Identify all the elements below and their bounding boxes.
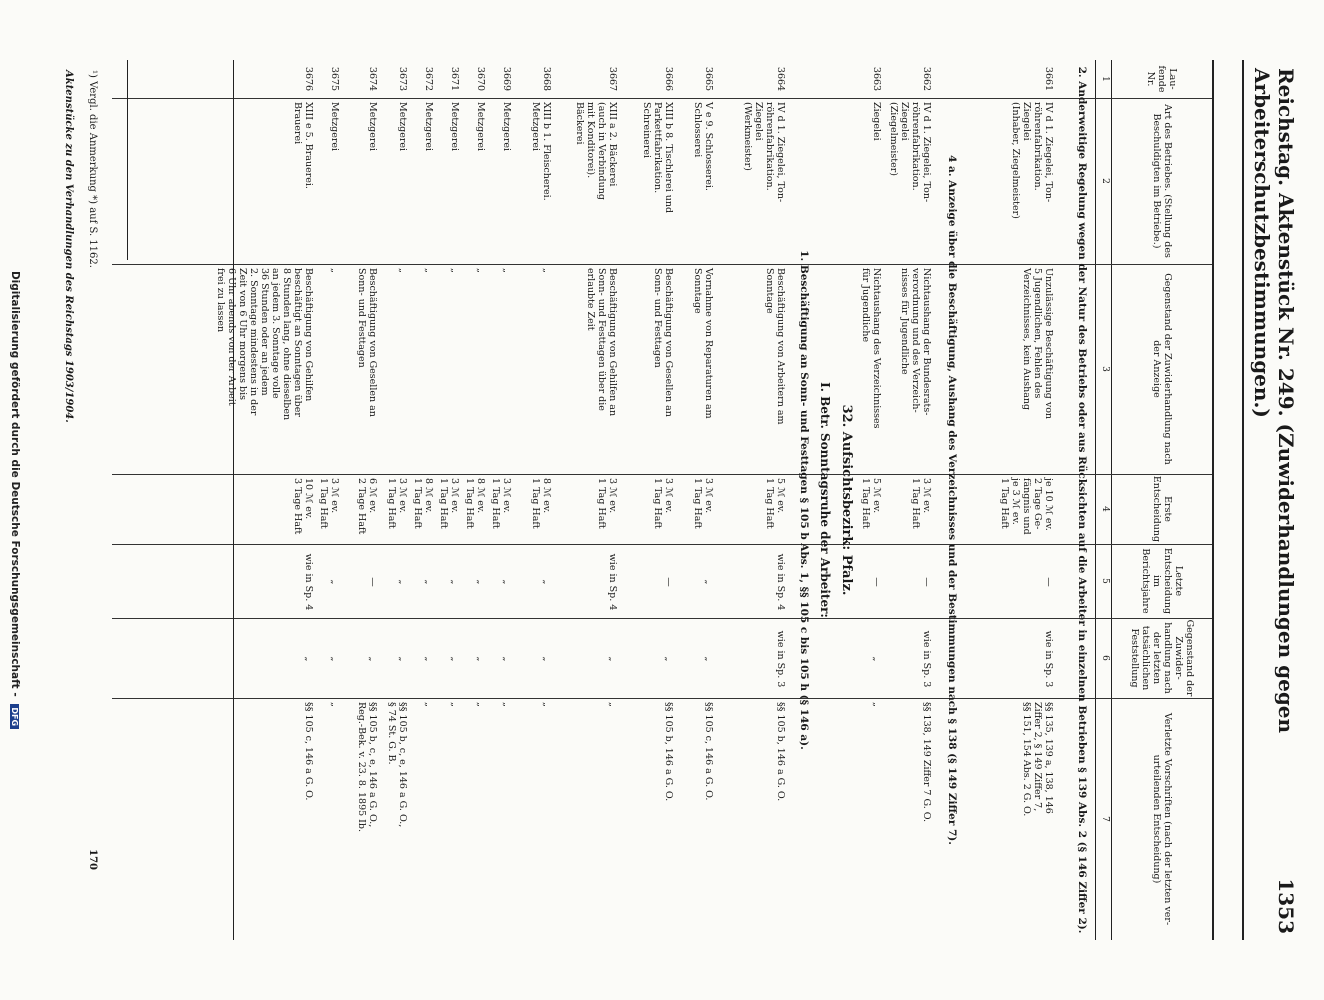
cell-erste: 10 ℳ ev. 3 Tage Haft xyxy=(292,478,314,535)
cell-feststellung: „ xyxy=(871,656,882,662)
cell-gegenstand: „ xyxy=(423,268,434,273)
cell-vorschriften: §§ 105 b, c, e, 146 a G. O., Reg.-Bek. v. 23. 8. 1895 Ib. xyxy=(356,702,378,833)
col-head-letzte: Letzte Entscheidung im Berichtsjahre xyxy=(1140,547,1184,615)
cell-vorschriften: „ xyxy=(449,702,460,707)
cell-letzte: „ xyxy=(541,579,552,585)
cell-vorschriften: „ xyxy=(501,702,512,707)
cell-nr: 3670 xyxy=(475,66,486,92)
cell-gegenstand: Nichtaushang der Bundesrats- verordnung und des Verzeich- nisses für Jugendliche xyxy=(899,268,932,416)
cell-vorschriften: „ xyxy=(423,702,434,707)
col-line xyxy=(112,618,1212,619)
cell-gegenstand: „ xyxy=(329,268,340,273)
cell-vorschriften: §§ 105 b, 146 a G. O. xyxy=(775,702,786,802)
cell-vorschriften: „ xyxy=(475,702,486,707)
col-head-erste: Erste Entscheidung xyxy=(1151,475,1173,543)
cell-vorschriften: „ xyxy=(871,702,882,707)
col-line xyxy=(112,474,1212,475)
col-num-7: 7 xyxy=(1100,816,1110,822)
col-line xyxy=(112,98,1212,99)
cell-vorschriften: §§ 105 c, 146 a G. O. xyxy=(703,702,714,801)
cell-gegenstand: Beschäftigung von Gehilfen an Sonn- und Festtagen über die erlaubte Zeit xyxy=(585,268,618,417)
cell-nr: 3676 xyxy=(303,66,314,92)
footer-title: Aktenstücke zu den Verhandlungen des Reichstags 1903/1904. xyxy=(63,70,74,423)
cell-letzte: wie in Sp. 4 xyxy=(303,553,314,611)
cell-art: Metzgerei xyxy=(475,102,486,152)
cell-letzte: — xyxy=(871,577,882,587)
cell-vorschriften: „ xyxy=(329,702,340,707)
cell-nr: 3671 xyxy=(449,66,460,92)
cell-letzte: — xyxy=(921,577,932,587)
cell-erste: 5 ℳ ev. 1 Tag Haft xyxy=(860,478,882,529)
cell-art: IV d 1. Ziegelei, Ton- röhrenfabrikation. Ziegelei (Werkmeister) xyxy=(742,102,786,203)
cell-gegenstand: „ xyxy=(397,268,408,273)
cell-erste: 3 ℳ ev. 1 Tag Haft xyxy=(596,478,618,529)
cell-letzte: „ xyxy=(423,579,434,585)
cell-feststellung: „ xyxy=(475,656,486,662)
cell-gegenstand: Vornahme von Reparaturen am Sonntage xyxy=(692,268,714,419)
cell-feststellung: „ xyxy=(607,656,618,662)
cell-feststellung: „ xyxy=(449,656,460,662)
col-head-art: Art des Betriebes. (Stellung des Beschuldigten im Betriebe.) xyxy=(1151,104,1173,258)
cell-gegenstand: Nichtaushang des Verzeichnisses für Jugendliche xyxy=(860,268,882,429)
cell-nr: 3675 xyxy=(329,66,340,92)
cell-gegenstand: „ xyxy=(501,268,512,273)
cell-gegenstand: Beschäftigung von Gehilfen beschäftigt an Sonntagen über 8 Stunden lang, ohne dieselben an jedem 3. Sonntage volle 36 Stunden oder an jedem 2. Sonntage mindestens in der Zeit von 6 Uhr morgens bis 6 Uhr abends von der Arbeit frei zu lassen xyxy=(215,268,314,421)
cell-art: Metzgerei xyxy=(397,102,408,152)
cell-erste: 6 ℳ ev. 2 Tage Haft xyxy=(356,478,378,535)
cell-nr: 3673 xyxy=(397,66,408,92)
cell-vorschriften: „ xyxy=(541,702,552,707)
cell-gegenstand: „ xyxy=(449,268,460,273)
cell-letzte: wie in Sp. 4 xyxy=(607,553,618,611)
header-title: Reichstag. Aktenstück Nr. 249. (Zuwiderhandlungen gegen Arbeiterschutzbestimmungen.) xyxy=(1250,68,1298,734)
cell-gegenstand: Beschäftigung von Gesellen an Sonn- und Festtagen xyxy=(356,268,378,417)
cell-vorschriften: §§ 138, 149 Ziffer 7 G. O. xyxy=(921,702,932,823)
section-heading: 4 a. Anzeige über die Beschäftigung, Aushang des Verzeichnisses und der Bestimmungen nach § 138 (§ 149 Ziffer 7). xyxy=(946,155,958,845)
footnote-rule xyxy=(127,60,128,260)
col-num-3: 3 xyxy=(1100,366,1110,372)
col-num-5: 5 xyxy=(1100,578,1110,584)
cell-vorschriften: §§ 105 b, 146 a G. O. xyxy=(663,702,674,802)
cell-art: Metzgerei xyxy=(449,102,460,152)
cell-nr: 3669 xyxy=(501,66,512,92)
col-num-4: 4 xyxy=(1100,506,1110,512)
cell-letzte: — xyxy=(367,577,378,587)
cell-vorschriften: §§ 105 c, 146 a G. O. xyxy=(303,702,314,801)
cell-letzte: — xyxy=(1043,577,1054,587)
col-num-6: 6 xyxy=(1100,655,1110,661)
col-line xyxy=(112,698,1212,699)
cell-nr: 3663 xyxy=(871,66,882,92)
cell-nr: 3674 xyxy=(367,66,378,92)
cell-letzte: „ xyxy=(501,579,512,585)
cell-feststellung: „ xyxy=(541,656,552,662)
cell-erste: 3 ℳ ev. 1 Tag Haft xyxy=(652,478,674,529)
col-head-feststellung: Gegenstand der Zuwider- handlung nach der letzten tatsächlichen Feststellung xyxy=(1129,619,1195,697)
document-page xyxy=(0,60,1324,940)
cell-nr: 3668 xyxy=(541,66,552,92)
cell-vorschriften: §§ 105 b, c, e, 146 a G. O., § 74 St. G. B. xyxy=(386,702,408,828)
cell-erste: 8 ℳ ev. 1 Tag Haft xyxy=(412,478,434,529)
cell-letzte: — xyxy=(663,577,674,587)
cell-gegenstand: Beschäftigung von Arbeitern am Sonntage xyxy=(764,268,786,425)
cell-vorschriften: §§ 135, 139 a, 138, 146 Ziffer 2, § 149 Ziffer 7, §§ 151, 154 Abs. 2 G. O. xyxy=(1021,702,1054,817)
cell-feststellung: „ xyxy=(423,656,434,662)
cell-art: Ziegelei xyxy=(871,102,882,141)
cell-art: XIII e 5. Brauerei. Brauerei xyxy=(292,102,314,189)
cell-feststellung: „ xyxy=(329,656,340,662)
dfg-notice xyxy=(9,0,21,1000)
cell-feststellung: „ xyxy=(663,656,674,662)
dfg-logo: DFG xyxy=(10,704,19,729)
cell-art: Metzgerei xyxy=(367,102,378,152)
cell-nr: 3661 xyxy=(1043,66,1054,92)
cell-art: Metzgerei xyxy=(423,102,434,152)
page-number: 170 xyxy=(87,849,98,870)
page-header xyxy=(1250,60,1302,940)
cell-art: XIII b 1. Fleischerei. Metzgerei xyxy=(530,102,552,201)
cell-feststellung: „ xyxy=(397,656,408,662)
cell-nr: 3672 xyxy=(423,66,434,92)
cell-feststellung: „ xyxy=(501,656,512,662)
cell-nr: 3665 xyxy=(703,66,714,92)
header-page-number: 1353 xyxy=(1274,878,1298,934)
district-heading: 32. Aufsichtsbezirk: Pfalz. xyxy=(839,404,854,596)
cell-art: Metzgerei xyxy=(501,102,512,152)
cell-nr: 3667 xyxy=(607,66,618,92)
cell-gegenstand: Unzulässige Beschäftigung von 5 Jugendlichen, Fehlen des Verzeichnisses, kein Aushang xyxy=(1021,268,1054,420)
cell-erste: 3 ℳ ev. 1 Tag Haft xyxy=(692,478,714,529)
col-num-1: 1 xyxy=(1100,76,1110,82)
cell-letzte: „ xyxy=(475,579,486,585)
num-sep xyxy=(1095,60,1096,940)
cell-feststellung: wie in Sp. 3 xyxy=(775,630,786,688)
cell-nr: 3666 xyxy=(663,66,674,92)
cell-feststellung: „ xyxy=(703,656,714,662)
table-bottom-rule xyxy=(233,60,234,940)
col-line xyxy=(112,264,1212,265)
cell-erste: 5 ℳ ev. 1 Tag Haft xyxy=(764,478,786,529)
dfg-text: Digitalisierung gefördert durch die Deutsche Forschungsgemeinschaft - xyxy=(9,270,21,697)
cell-letzte: „ xyxy=(329,579,340,585)
cell-erste: 3 ℳ ev. 1 Tag Haft xyxy=(386,478,408,529)
cell-art: Metzgerei xyxy=(329,102,340,152)
cell-letzte: „ xyxy=(397,579,408,585)
cell-art: IV d 1. Ziegelei, Ton- röhrenfabrikation. Ziegelei (Inhaber, Ziegelmeister) xyxy=(1010,102,1054,219)
cell-art: XIII b 8. Tischlerei und Parkettfabrikation. Schreinerei xyxy=(641,102,674,214)
cell-feststellung: wie in Sp. 3 xyxy=(921,630,932,688)
cell-nr: 3662 xyxy=(921,66,932,92)
cell-nr: 3664 xyxy=(775,66,786,92)
cell-erste: je 10 ℳ ev. 2 Tage Ge- fängnis und je 3 ℳ ev. 1 Tag Haft xyxy=(999,478,1054,535)
col-line xyxy=(112,544,1212,545)
cell-letzte: wie in Sp. 4 xyxy=(775,553,786,611)
cell-erste: 8 ℳ ev. 1 Tag Haft xyxy=(530,478,552,529)
cell-erste: 3 ℳ ev. 1 Tag Haft xyxy=(318,478,340,529)
section-heading: 2. Anderweitige Regelung wegen der Natur des Betriebs oder aus Rücksichten auf die Arbeiter in einzelnen Betrieben § 139 Abs. 2 (§ 146 Ziffer 2). xyxy=(1076,66,1088,934)
cell-art: XIII a 2. Bäckerei (auch in Verbindung mit Konditorei). Bäckerei xyxy=(574,102,618,200)
cell-letzte: „ xyxy=(703,579,714,585)
cell-erste: 3 ℳ ev. 1 Tag Haft xyxy=(910,478,932,529)
cell-erste: 3 ℳ ev. 1 Tag Haft xyxy=(438,478,460,529)
cell-art: IV d 1. Ziegelei, Ton- röhrenfabrikation. Ziegelei (Ziegelmeister) xyxy=(888,102,932,203)
cell-gegenstand: „ xyxy=(475,268,486,273)
cell-feststellung: „ xyxy=(367,656,378,662)
section-heading: I. Betr. Sonntagsruhe der Arbeiter: xyxy=(818,382,832,618)
footnote: ¹) Vergl. die Anmerkung *) auf S. 1162. xyxy=(87,70,98,268)
cell-art: V e 9. Schlosserei. Schlosserei xyxy=(692,102,714,191)
cell-erste: 8 ℳ ev. 1 Tag Haft xyxy=(464,478,486,529)
cell-gegenstand: Beschäftigung von Gesellen an Sonn- und Festtagen xyxy=(652,268,674,417)
cell-erste: 3 ℳ ev. 1 Tag Haft xyxy=(490,478,512,529)
cell-feststellung: wie in Sp. 3 xyxy=(1043,630,1054,688)
cell-letzte: „ xyxy=(449,579,460,585)
col-head-nr: Lau- fende Nr. xyxy=(1145,65,1179,93)
cell-feststellung: „ xyxy=(303,656,314,662)
header-rule xyxy=(1242,60,1244,940)
head-sep xyxy=(1111,60,1112,940)
cell-vorschriften: „ xyxy=(607,702,618,707)
table-top-rule xyxy=(1212,60,1214,940)
section-heading: 1. Beschäftigung an Sonn- und Festtagen § 105 b Abs. 1, §§ 105 c bis 105 h (§ 146 a). xyxy=(798,250,810,750)
col-head-gegenstand: Gegenstand der Zuwiderhandlung nach der Anzeige xyxy=(1151,273,1173,465)
col-head-vorschriften: Verletzte Vorschriften (nach der letzten ver- urteilenden Entscheidung) xyxy=(1151,712,1173,926)
cell-gegenstand: „ xyxy=(541,268,552,273)
col-num-2: 2 xyxy=(1100,178,1110,184)
